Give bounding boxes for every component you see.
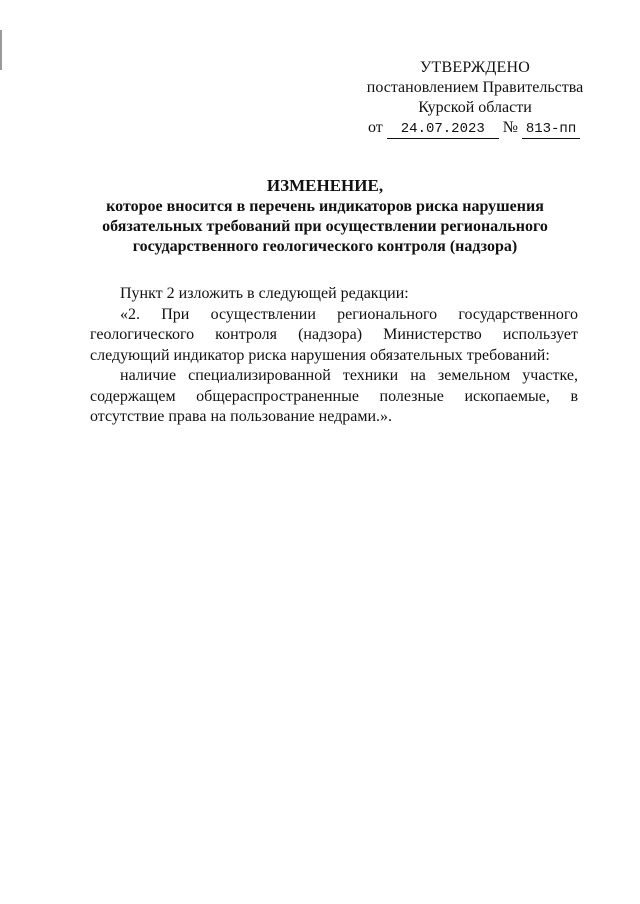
approval-title: УТВЕРЖДЕНО — [419, 59, 530, 76]
approval-issuer-line: постановлением Правительства — [366, 79, 584, 96]
heading-subtitle: которое вносится в перечень индикаторов риска нарушения обязательных требований при осуществлении регионального государственного геологического контроля (надзора) — [102, 198, 548, 255]
body-paragraph: «2. При осуществлении регионального государственного геологического контроля (надзора) Министерство использует следующий индикатор риска нарушения обязательных требований: — [90, 305, 578, 364]
document-heading — [60, 176, 590, 257]
body-paragraph: Пункт 2 изложить в следующей редакции: — [120, 285, 409, 302]
approval-date: 24.07.2023 — [387, 121, 499, 139]
page-edge-mark — [0, 30, 2, 70]
body-paragraph: наличие специализированной техники на земельном участке, содержащем общераспространенные полезные ископаемые, в отсутствие права на пользование недрами.». — [90, 367, 578, 425]
number-prefix: № — [502, 119, 519, 136]
document-body — [90, 284, 578, 428]
approval-region-line: Курской области — [418, 99, 532, 116]
heading-title: ИЗМЕНЕНИЕ, — [266, 176, 384, 195]
approval-stamp — [360, 58, 590, 139]
date-prefix: от — [368, 119, 383, 136]
approval-number: 813-пп — [522, 121, 580, 139]
approval-date-line — [360, 118, 590, 139]
